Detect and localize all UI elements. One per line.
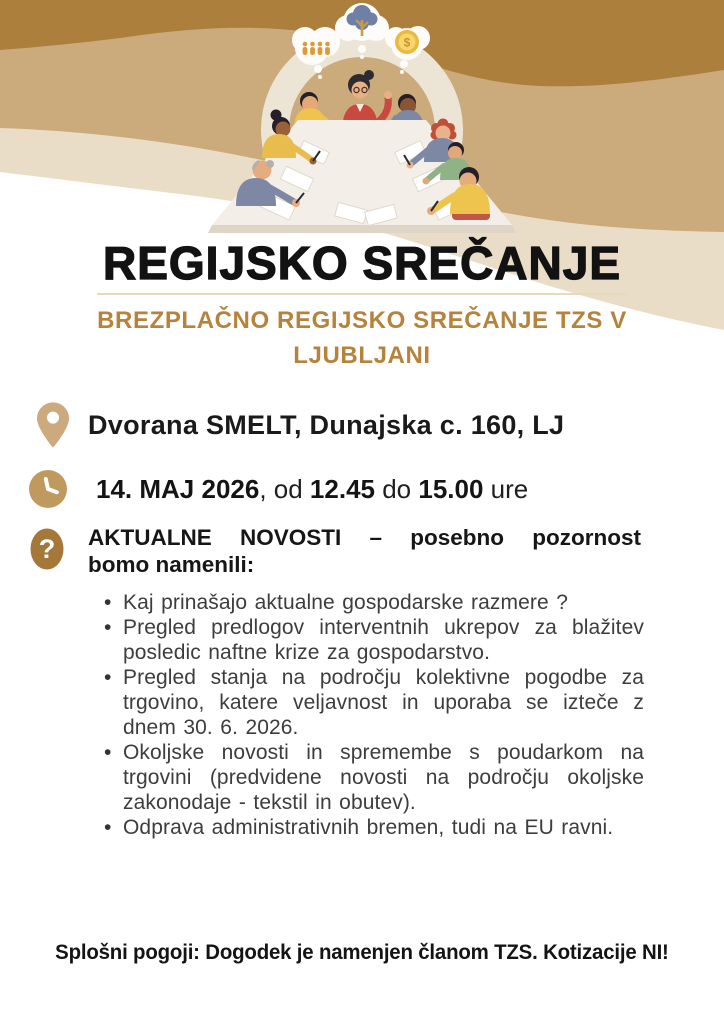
list-item: • Kaj prinašajo aktualne gospodarske razmere ?	[104, 590, 644, 615]
agenda-heading-line-2: bomo namenili:	[88, 552, 255, 577]
end-time: 15.00	[418, 474, 484, 504]
bullet-icon	[104, 815, 123, 840]
subtitle-line-2: LJUBLJANI	[293, 342, 431, 369]
coin-dollar-glyph: $	[403, 35, 411, 50]
bullet-icon	[104, 615, 123, 640]
footer-terms-text: Splošni pogoji: Dogodek je namenjen članom TZS. Kotizacije NI!	[55, 940, 669, 964]
list-item: • Odprava administrativnih bremen, tudi na EU ravni.	[104, 815, 644, 840]
subtitle	[40, 303, 684, 373]
location-pin-icon	[37, 402, 69, 448]
start-time: 12.45	[309, 474, 375, 504]
svg-text:?: ?	[38, 534, 56, 564]
clock-icon	[29, 470, 67, 508]
list-item: • Pregled stanja na področju kolektivne pogodbe za trgovino, katere veljavnost in uporaba se izteče z dnem 30. 6. 2026.	[104, 665, 644, 740]
subtitle-line-1: BREZPLAČNO REGIJSKO SREČANJE TZS V	[97, 307, 627, 334]
question-mark-icon	[30, 528, 64, 570]
agenda-list	[104, 590, 644, 840]
time-text: 14. MAJ 2026, od 12.45 do 15.00 ure	[96, 474, 529, 504]
bullet-icon	[104, 590, 123, 615]
page-title: REGIJSKO SREČANJE	[102, 237, 621, 289]
title-underline	[97, 293, 627, 295]
list-item: • Okoljske novosti in spremembe s poudarkom na trgovini (predvidene novosti na področju okoljske zakonodaje - tekstil in obutev).	[104, 740, 644, 815]
agenda-heading	[88, 524, 641, 578]
location-text: Dvorana SMELT, Dunajska c. 160, LJ	[88, 410, 565, 440]
footer	[0, 940, 724, 965]
event-date: 14. MAJ 2026	[96, 474, 260, 504]
agenda-heading-line-1: AKTUALNE NOVOSTI – posebno pozornost	[88, 525, 641, 550]
bullet-icon	[104, 740, 123, 765]
bullet-icon	[104, 665, 123, 690]
list-item: • Pregled predlogov interventnih ukrepov za blažitev posledic naftne krize za gospodarstvo.	[104, 615, 644, 665]
